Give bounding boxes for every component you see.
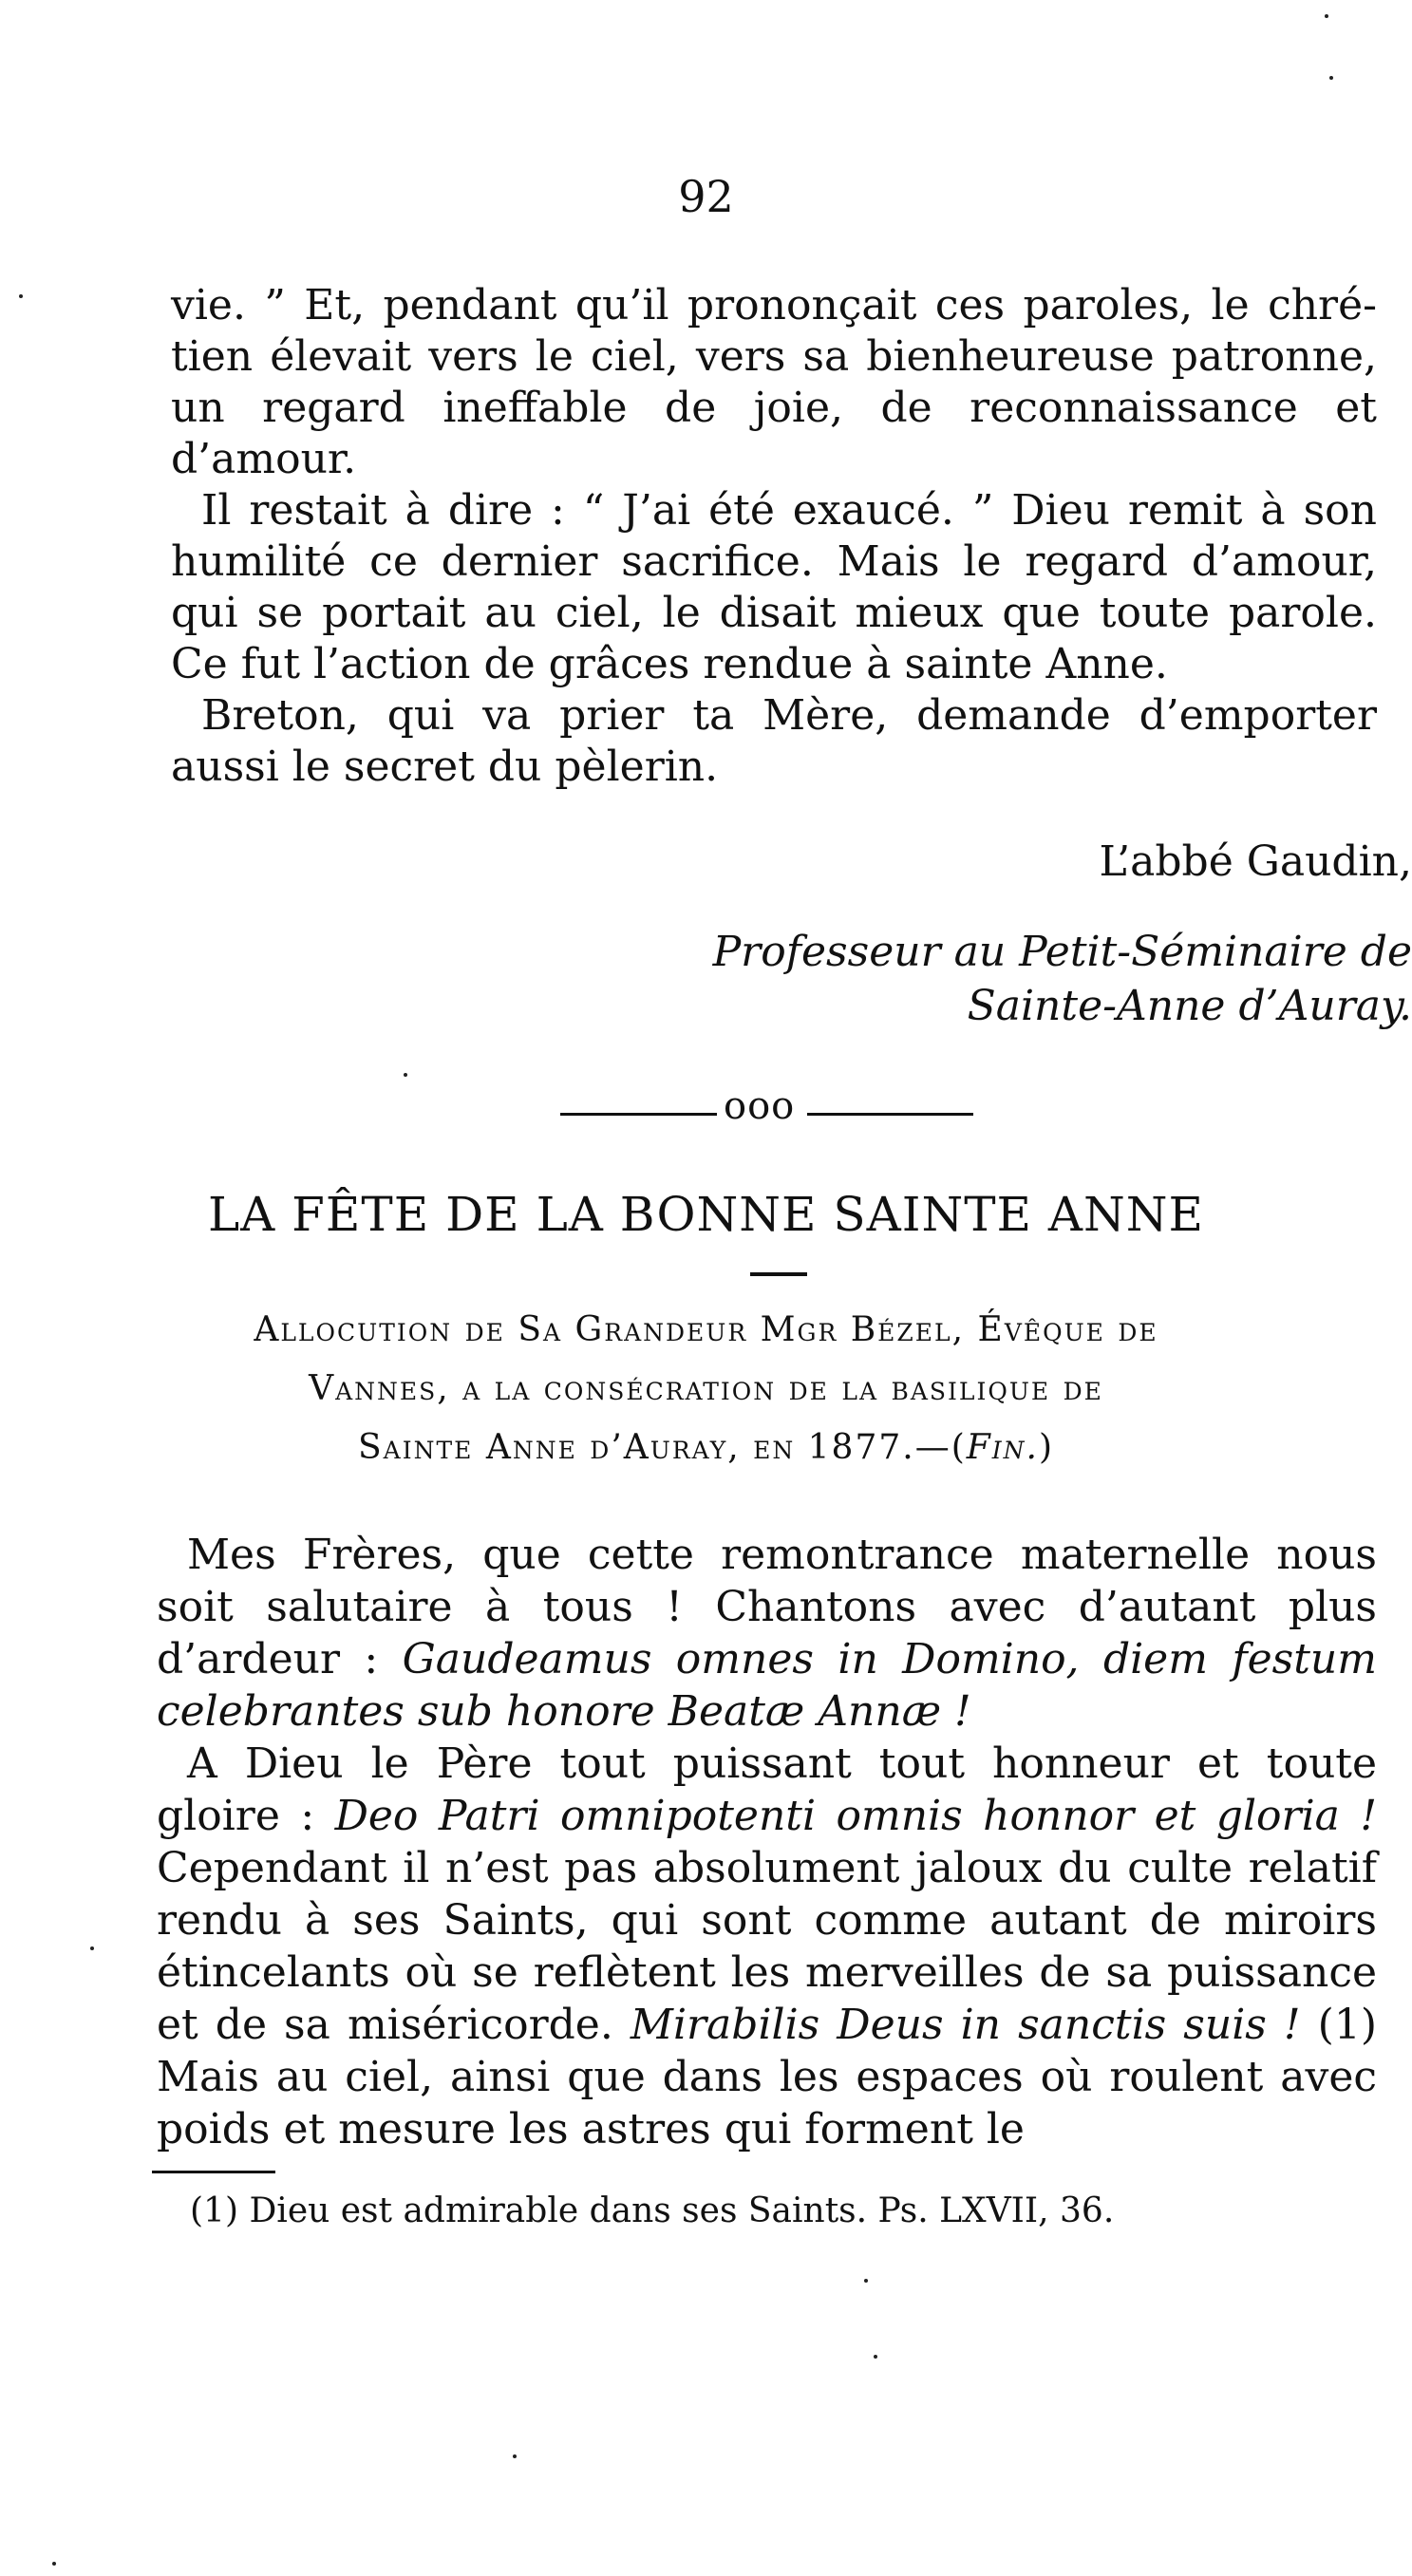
subheading-fin: Fin. bbox=[966, 1428, 1039, 1467]
page-number: 92 bbox=[678, 171, 734, 222]
ornament-rule-left bbox=[560, 1113, 717, 1116]
subheading-close: ) bbox=[1038, 1428, 1054, 1467]
heading-divider bbox=[750, 1272, 807, 1276]
author-role: Professeur au Petit-Séminaire de bbox=[712, 928, 1412, 976]
print-speck bbox=[864, 2279, 868, 2283]
author-place: Sainte-Anne d’Auray. bbox=[967, 982, 1412, 1030]
paragraph: Il restait à dire : “ J’ai été exaucé. ” Dieu remit à son humilité ce dernier sacrifice. Mais le regard d’amour, qui se portait au ciel, le disait mieux que toute parole. Ce fut l’action de grâces rendue à sainte Anne. bbox=[171, 486, 1377, 688]
ornament-rule-right bbox=[807, 1113, 973, 1116]
print-speck bbox=[404, 1073, 407, 1077]
print-speck bbox=[90, 1946, 94, 1950]
paragraph-text: Cependant il n’est pas absolument jaloux du culte relatif rendu à ses Saints, qui sont comme autant de miroirs étincelants où se reflètent les merveilles de sa puissance et de sa miséricorde. bbox=[157, 1844, 1377, 2049]
print-speck bbox=[513, 2454, 517, 2458]
print-speck bbox=[874, 2355, 877, 2359]
print-speck bbox=[19, 294, 23, 298]
latin-quote: Mirabilis Deus in sanctis suis ! bbox=[630, 2001, 1301, 2049]
text-block-bottom bbox=[157, 1529, 1377, 2155]
subheading-line bbox=[0, 1419, 1412, 1477]
subheading-line: Vannes, a la consécration de la basilique de bbox=[309, 1369, 1103, 1408]
print-speck bbox=[1325, 14, 1328, 18]
ornament: ooo bbox=[724, 1084, 796, 1128]
footnote-rule bbox=[152, 2171, 275, 2173]
paragraph bbox=[157, 1738, 1377, 2155]
paragraph: Breton, qui va prier ta Mère, demande d’emporter aussi le secret du pèlerin. bbox=[171, 691, 1377, 791]
author-signature: L’abbé Gaudin, bbox=[1099, 837, 1412, 886]
subheading-line: Allocution de Sa Grandeur Mgr Bézel, Évêque de bbox=[254, 1310, 1158, 1349]
paragraph-text: Mes Frères, que cette remontrance maternelle nous soit salutaire à tous ! Chantons avec d’autant plus d’ardeur : bbox=[157, 1531, 1377, 1683]
subheading-text: Sainte Anne d’Auray, en 1877.—( bbox=[358, 1428, 967, 1467]
text-block-top bbox=[171, 280, 1377, 793]
print-speck bbox=[52, 2562, 56, 2566]
print-speck bbox=[1329, 76, 1333, 80]
paragraph-text: A Dieu le Père tout puissant tout honneur et toute gloire : bbox=[157, 1739, 1377, 1840]
footnote: (1) Dieu est admirable dans ses Saints. Ps. LXVII, 36. bbox=[190, 2191, 1115, 2230]
paragraph-text: (1) Mais au ciel, ainsi que dans les espaces où roulent avec poids et mesure les astres qui forment le bbox=[157, 2001, 1378, 2153]
paragraph bbox=[157, 1529, 1377, 1738]
latin-quote: Gaudeamus omnes in Domino, diem festum celebrantes sub honore Beatæ Annæ ! bbox=[157, 1635, 1377, 1736]
paragraph: vie. ” Et, pendant qu’il prononçait ces paroles, le chrétien élevait vers le ciel, vers sa bienheureuse patronne, un regard ineffable de joie, de reconnaissance et d’amour. bbox=[171, 281, 1377, 483]
section-heading: LA FÊTE DE LA BONNE SAINTE ANNE bbox=[207, 1187, 1205, 1242]
latin-quote: Deo Patri omnipotenti omnis honnor et gloria ! bbox=[334, 1792, 1378, 1840]
